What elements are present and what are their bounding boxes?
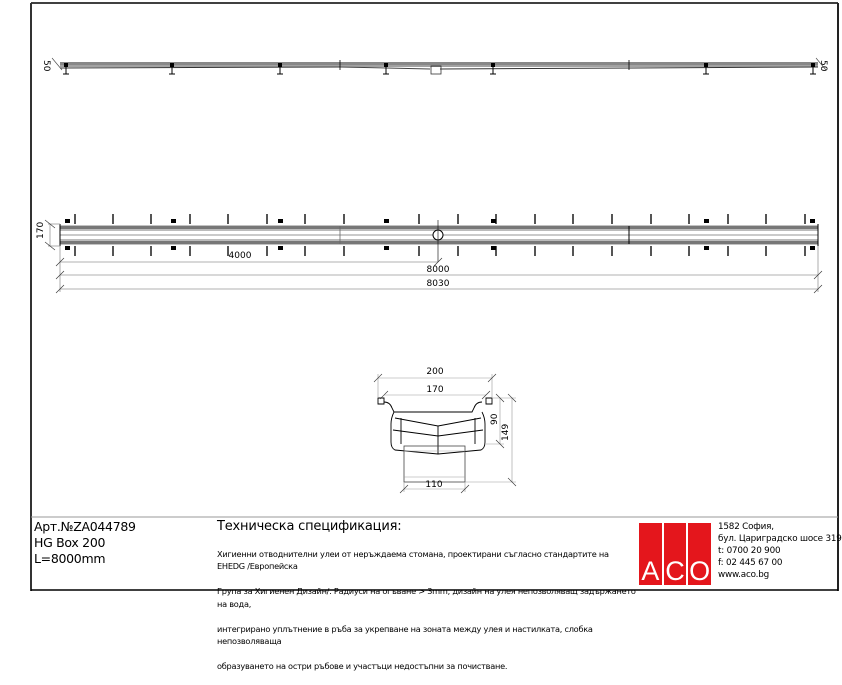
contact-website: www.aco.bg bbox=[718, 570, 769, 580]
width-dim-170: 170 bbox=[36, 221, 46, 239]
drawing-frame bbox=[31, 3, 838, 591]
logo-letter: O bbox=[689, 556, 711, 586]
channel-depth-dim: 90 bbox=[490, 413, 500, 425]
contact-info bbox=[718, 521, 842, 581]
contact-phone: t: 0700 20 900 bbox=[718, 546, 781, 556]
spec-line: интегрирано уплътнение в ръба за укрепване на зоната между улея и настилката, слобка непозволяваща bbox=[217, 623, 593, 646]
contact-fax: f: 02 445 67 00 bbox=[718, 558, 783, 568]
logo-letter: C bbox=[665, 556, 685, 586]
outer-width-dim: 200 bbox=[426, 367, 444, 377]
channel-length-dim: 8000 bbox=[426, 265, 450, 275]
logo-letter: A bbox=[641, 556, 660, 586]
spec-line: Група за Хигиенен Дизайн/. Радиуси на огъване > 3mm, дизайн на улея непозволяващ задържането на вода, bbox=[217, 586, 636, 609]
logo-cell bbox=[639, 523, 662, 585]
product-length: L=8000mm bbox=[34, 551, 106, 566]
overall-height-dim: 149 bbox=[501, 423, 511, 441]
spec-line: образуването на остри ръбове и участъци недостъпни за почистване. bbox=[217, 661, 508, 671]
contact-city: 1582 София, bbox=[718, 522, 774, 532]
aco-logo bbox=[639, 523, 711, 585]
end-label-left: 50 bbox=[41, 60, 51, 72]
logo-cell bbox=[688, 523, 711, 585]
product-name: HG Box 200 bbox=[34, 535, 106, 550]
spec-body bbox=[217, 535, 637, 685]
end-label-right: 50 bbox=[818, 60, 828, 72]
outlet-width-dim: 110 bbox=[425, 480, 443, 490]
side-view bbox=[41, 58, 828, 74]
article-number: Арт.№ZA044789 bbox=[34, 519, 136, 534]
spec-title: Техническа спецификация: bbox=[217, 519, 402, 534]
plan-view bbox=[36, 214, 822, 293]
article-info bbox=[34, 519, 209, 567]
cross-section-view bbox=[374, 367, 516, 493]
inner-width-dim: 170 bbox=[426, 385, 444, 395]
logo-cell bbox=[664, 523, 687, 585]
technical-specification bbox=[217, 519, 637, 685]
contact-address: бул. Цариградско шосе 319 bbox=[718, 534, 842, 544]
spec-line: Хигиенни отводнителни улеи от неръждаема стомана, проектирани съгласно стандартите на EHEDG /Европейска bbox=[217, 548, 609, 571]
overall-length-dim: 8030 bbox=[426, 279, 450, 289]
section-length-dim: 4000 bbox=[228, 251, 252, 261]
